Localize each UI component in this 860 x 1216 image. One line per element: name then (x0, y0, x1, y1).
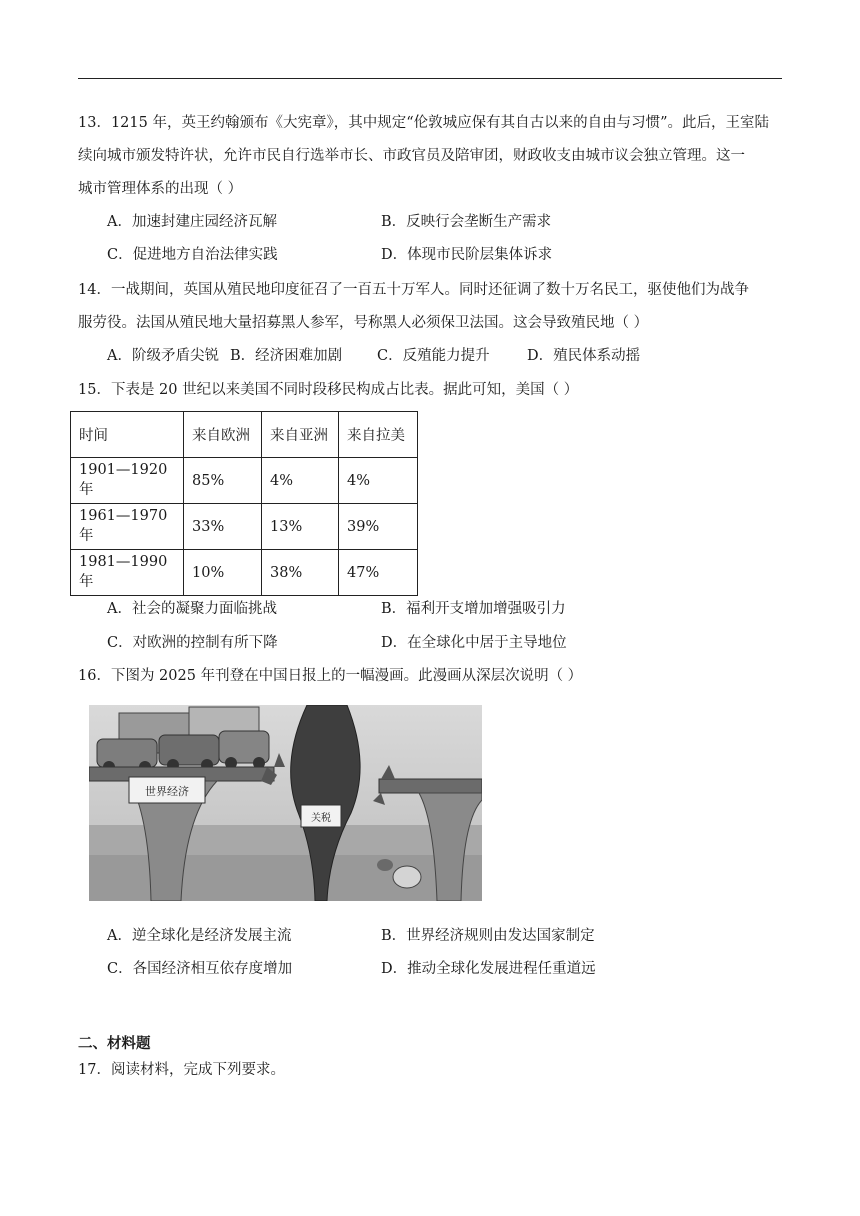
table-cell: 39% (339, 504, 418, 550)
q15-line: 15．下表是 20 世纪以来美国不同时段移民构成占比表。据此可知，美国（ ） (78, 382, 579, 398)
table-cell: 1961—1970 年 (71, 504, 184, 550)
q13-option-a[interactable]: A．加速封建庄园经济瓦解 (107, 214, 277, 230)
table-cell: 13% (262, 504, 339, 550)
q16-option-c[interactable]: C．各国经济相互依存度增加 (107, 961, 293, 977)
table-cell: 38% (262, 550, 339, 596)
header-rule (78, 78, 782, 79)
q13-line-1: 13．1215 年，英王约翰颁布《大宪章》，其中规定“伦敦城应保有其自古以来的自由与习惯”。此后，王室陆 (78, 115, 770, 131)
q17-line: 17．阅读材料，完成下列要求。 (78, 1062, 285, 1078)
table-row (71, 504, 418, 550)
world-economy-sign: 世界经济 (145, 785, 189, 798)
table-header-row (71, 412, 418, 458)
q14-option-b[interactable]: B．经济困难加剧 (230, 348, 343, 364)
table-header-cell: 来自欧洲 (184, 412, 262, 458)
cartoon-image (89, 705, 482, 901)
table-cell: 4% (262, 458, 339, 504)
q15-option-a[interactable]: A．社会的凝聚力面临挑战 (107, 601, 277, 617)
table-row (71, 458, 418, 504)
q14-line-2: 服劳役。法国从殖民地大量招募黑人参军，号称黑人必须保卫法国。这会导致殖民地（ ） (78, 315, 649, 331)
table-cell: 47% (339, 550, 418, 596)
table-header-cell: 时间 (71, 412, 184, 458)
q16-option-a[interactable]: A．逆全球化是经济发展主流 (107, 928, 292, 944)
q14-line-1: 14．一战期间，英国从殖民地印度征召了一百五十万军人。同时还征调了数十万名民工，驱使他们为战争 (78, 282, 749, 298)
q13-option-d[interactable]: D．体现市民阶层集体诉求 (381, 247, 553, 263)
tariff-sign: 关税 (311, 813, 331, 824)
q14-option-d[interactable]: D．殖民体系动摇 (527, 348, 641, 364)
table-cell: 1901—1920 年 (71, 458, 184, 504)
table-cell: 33% (184, 504, 262, 550)
q14-option-c[interactable]: C．反殖能力提升 (377, 348, 490, 364)
q13-line-3: 城市管理体系的出现（ ） (78, 181, 243, 197)
q13-option-c[interactable]: C．促进地方自治法律实践 (107, 247, 278, 263)
q16-option-b[interactable]: B．世界经济规则由发达国家制定 (381, 928, 595, 944)
table-header-cell: 来自亚洲 (262, 412, 339, 458)
q16-line: 16．下图为 2025 年刊登在中国日报上的一幅漫画。此漫画从深层次说明（ ） (78, 668, 583, 684)
table-cell: 85% (184, 458, 262, 504)
q13-line-2: 续向城市颁发特许状，允许市民自行选举市长、市政官员及陪审团，财政收支由城市议会独立管理。这一 (78, 148, 745, 164)
section-title: 二、材料题 (78, 1035, 151, 1052)
q15-option-d[interactable]: D．在全球化中居于主导地位 (381, 635, 567, 651)
q16-option-d[interactable]: D．推动全球化发展进程任重道远 (381, 961, 596, 977)
q15-option-c[interactable]: C．对欧洲的控制有所下降 (107, 635, 278, 651)
table-cell: 10% (184, 550, 262, 596)
q13-option-b[interactable]: B．反映行会垄断生产需求 (381, 214, 552, 230)
table-cell: 4% (339, 458, 418, 504)
q14-option-a[interactable]: A．阶级矛盾尖锐 (107, 348, 219, 364)
q15-option-b[interactable]: B．福利开支增加增强吸引力 (381, 601, 566, 617)
table-header-cell: 来自拉美 (339, 412, 418, 458)
immigration-table (70, 411, 418, 596)
table-row (71, 550, 418, 596)
table-cell: 1981—1990 年 (71, 550, 184, 596)
